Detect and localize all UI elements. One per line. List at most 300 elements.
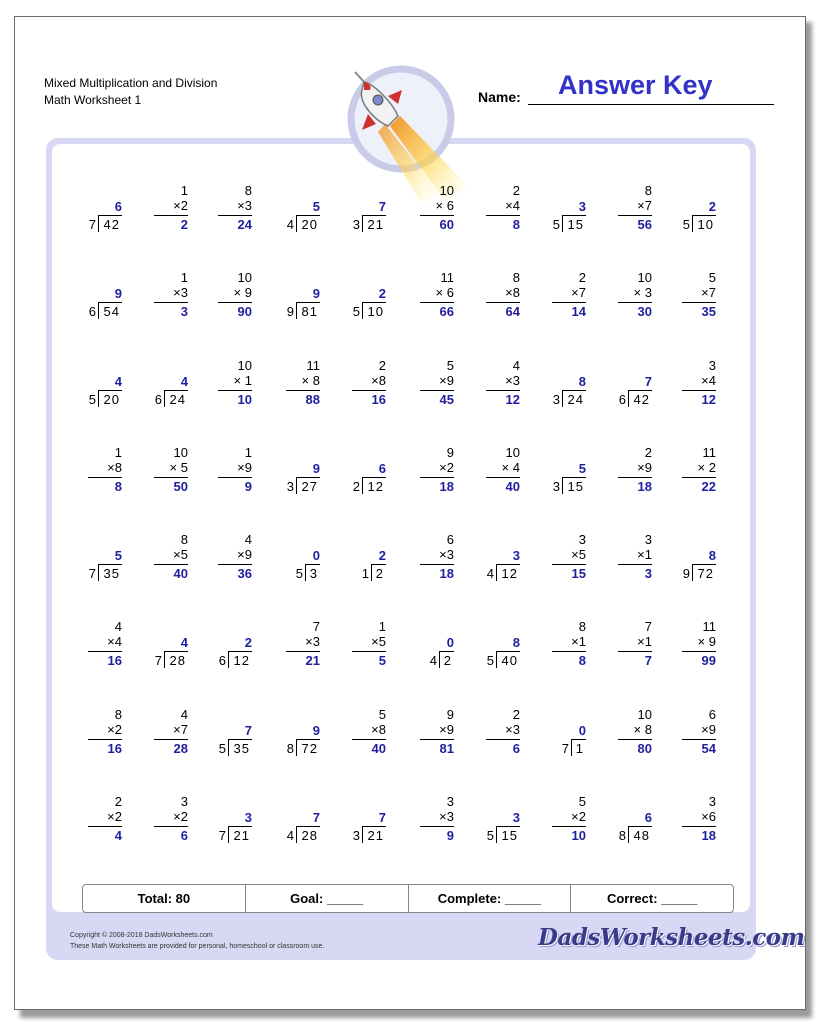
dividend: 15 <box>567 478 584 494</box>
product-answer: 9 <box>446 828 454 844</box>
product-answer: 24 <box>237 217 252 232</box>
multiplication-problem <box>396 345 454 415</box>
division-problem <box>130 345 188 415</box>
multiplication-problem <box>462 257 520 327</box>
multiplier: ×3 <box>439 547 454 563</box>
quotient-answer: 2 <box>708 199 716 214</box>
problem-row <box>52 606 750 693</box>
answer-rule <box>486 215 520 216</box>
quotient-answer: 7 <box>378 810 386 826</box>
name-field[interactable] <box>528 104 774 105</box>
division-problem <box>194 606 252 676</box>
dividend: 27 <box>301 478 318 494</box>
multiplication-problem <box>130 432 188 502</box>
multiplier-value: 9 <box>244 459 252 475</box>
product-answer: 8 <box>512 217 520 232</box>
product-answer: 56 <box>637 217 652 232</box>
divisor: 7 <box>218 828 226 844</box>
multiplier-value: 1 <box>644 547 652 563</box>
answer-rule <box>218 302 252 303</box>
divisor: 3 <box>286 478 294 494</box>
multiplier: ×6 <box>701 809 716 825</box>
multiplier: × 9 <box>233 285 252 301</box>
multiplier-value: 8 <box>312 372 320 388</box>
multiplicand: 10 <box>173 444 188 460</box>
problem-row <box>52 257 750 344</box>
division-problem <box>594 345 652 415</box>
divisor: 7 <box>561 740 569 756</box>
multiplier-value: 9 <box>446 721 454 737</box>
multiplicand: 5 <box>708 270 716 286</box>
division-problem <box>528 170 586 240</box>
multiplicand: 4 <box>512 357 520 373</box>
quotient-answer: 4 <box>180 635 188 651</box>
answer-rule <box>88 651 122 652</box>
quotient-answer: 3 <box>578 199 586 214</box>
multiplication-problem <box>462 432 520 502</box>
correct-field[interactable]: Correct: _____ <box>606 891 698 906</box>
multiplier-value: 2 <box>578 809 586 825</box>
dividend: 3 <box>309 566 318 582</box>
answer-rule <box>618 651 652 652</box>
product-answer: 8 <box>578 653 586 669</box>
multiplier: ×8 <box>371 721 386 737</box>
multiplier: × 5 <box>169 459 188 475</box>
answer-rule <box>420 302 454 303</box>
title-line-1: Mixed Multiplication and Division <box>44 76 218 90</box>
multiplier: ×8 <box>107 459 122 475</box>
multiplicand: 10 <box>237 270 252 286</box>
product-answer: 6 <box>180 828 188 844</box>
product-answer: 18 <box>439 478 454 494</box>
copyright <box>70 930 324 952</box>
division-problem <box>528 345 586 415</box>
answer-rule <box>552 651 586 652</box>
multiplicand: 8 <box>244 183 252 198</box>
multiplicand: 8 <box>114 706 122 722</box>
product-answer: 88 <box>305 391 320 407</box>
multiplicand: 2 <box>378 357 386 373</box>
multiplicand: 11 <box>440 270 454 286</box>
answer-key-label: Answer Key <box>558 70 713 100</box>
multiplier: ×4 <box>505 198 520 213</box>
division-problem <box>328 781 386 851</box>
problem-row <box>52 781 750 868</box>
multiplication-problem <box>528 606 586 676</box>
quotient-answer: 3 <box>512 810 520 826</box>
name-label: Name: <box>478 89 521 105</box>
multiplier-value: 1 <box>644 634 652 650</box>
multiplier-value: 6 <box>708 809 716 825</box>
dividend: 72 <box>697 566 714 582</box>
multiplicand: 2 <box>644 444 652 460</box>
quotient-answer: 6 <box>114 199 122 214</box>
multiplier-value: 5 <box>180 547 188 563</box>
division-problem <box>658 170 716 240</box>
product-answer: 50 <box>173 478 188 494</box>
division-problem <box>658 519 716 589</box>
multiplication-problem <box>194 432 252 502</box>
multiplier-value: 2 <box>114 809 122 825</box>
product-answer: 35 <box>701 304 716 320</box>
multiplication-problem <box>594 519 652 589</box>
product-answer: 36 <box>237 566 252 582</box>
multiplier: × 6 <box>435 285 454 301</box>
multiplicand: 10 <box>505 444 520 460</box>
multiplication-problem <box>658 606 716 676</box>
divisor: 4 <box>286 828 294 844</box>
multiplier-value: 8 <box>644 721 652 737</box>
multiplier: ×7 <box>571 285 586 301</box>
multiplier: × 8 <box>633 721 652 737</box>
multiplier-value: 8 <box>378 372 386 388</box>
quotient-answer: 7 <box>312 810 320 826</box>
divisor: 4 <box>486 566 494 582</box>
divisor: 6 <box>618 391 626 407</box>
answer-rule <box>486 477 520 478</box>
multiplication-problem <box>194 170 252 240</box>
quotient-answer: 3 <box>512 548 520 564</box>
multiplicand: 3 <box>644 532 652 548</box>
division-problem <box>64 345 122 415</box>
product-answer: 28 <box>173 740 188 756</box>
answer-rule <box>420 826 454 827</box>
answer-rule <box>552 564 586 565</box>
dividend: 12 <box>233 653 250 669</box>
product-answer: 16 <box>107 653 122 669</box>
multiplicand: 10 <box>637 706 652 722</box>
multiplicand: 1 <box>378 619 386 635</box>
answer-rule <box>420 477 454 478</box>
problem-row <box>52 694 750 781</box>
multiplication-problem <box>328 606 386 676</box>
divisor: 6 <box>154 391 162 407</box>
dividend: 10 <box>697 217 714 232</box>
quotient-answer: 9 <box>312 286 320 302</box>
answer-rule <box>618 477 652 478</box>
divisor: 5 <box>218 740 226 756</box>
answer-rule <box>286 390 320 391</box>
dividend: 54 <box>103 304 120 320</box>
multiplicand: 7 <box>312 619 320 635</box>
product-answer: 40 <box>173 566 188 582</box>
multiplication-problem <box>64 606 122 676</box>
dadsworksheets-logo: DadsWorksheets.com <box>538 924 805 951</box>
multiplier: ×1 <box>571 634 586 650</box>
multiplier-value: 2 <box>114 721 122 737</box>
multiplier: ×7 <box>637 198 652 213</box>
quotient-answer: 5 <box>114 548 122 564</box>
dividend: 21 <box>233 828 250 844</box>
multiplier-value: 5 <box>180 459 188 475</box>
multiplier-value: 9 <box>708 634 716 650</box>
product-answer: 90 <box>237 304 252 320</box>
multiplier-value: 1 <box>578 634 586 650</box>
goal-field[interactable]: Goal: _____ <box>246 885 409 912</box>
multiplier-value: 3 <box>180 285 188 301</box>
dividend: 20 <box>103 391 120 407</box>
multiplier-value: 3 <box>644 285 652 301</box>
answer-rule <box>420 739 454 740</box>
division-problem <box>396 606 454 676</box>
answer-rule <box>420 215 454 216</box>
multiplicand: 6 <box>446 532 454 548</box>
divisor: 5 <box>682 217 690 232</box>
multiplication-problem <box>658 781 716 851</box>
dividend: 21 <box>367 217 384 232</box>
multiplication-problem <box>328 345 386 415</box>
division-problem <box>64 257 122 327</box>
product-answer: 7 <box>644 653 652 669</box>
multiplier-value: 7 <box>644 198 652 213</box>
multiplication-problem <box>594 170 652 240</box>
complete-field[interactable]: Complete: _____ <box>409 885 572 912</box>
multiplication-problem <box>396 781 454 851</box>
answer-rule <box>486 302 520 303</box>
answer-rule <box>682 390 716 391</box>
multiplication-problem <box>594 257 652 327</box>
dividend: 15 <box>567 217 584 232</box>
divisor: 6 <box>88 304 96 320</box>
multiplier: ×4 <box>701 372 716 388</box>
product-answer: 4 <box>114 828 122 844</box>
multiplier: ×9 <box>439 372 454 388</box>
divisor: 7 <box>88 566 96 582</box>
division-problem <box>262 257 320 327</box>
multiplication-problem <box>462 345 520 415</box>
division-problem <box>462 781 520 851</box>
dividend: 20 <box>301 217 318 232</box>
multiplier: ×5 <box>371 634 386 650</box>
dividend: 28 <box>301 828 318 844</box>
multiplier-value: 5 <box>578 547 586 563</box>
multiplicand: 5 <box>378 706 386 722</box>
divisor: 2 <box>352 478 360 494</box>
quotient-answer: 8 <box>708 548 716 564</box>
dividend: 1 <box>575 740 584 756</box>
answer-rule <box>352 651 386 652</box>
multiplier: ×9 <box>237 547 252 563</box>
multiplier: ×8 <box>371 372 386 388</box>
multiplier: × 6 <box>435 198 454 213</box>
product-answer: 6 <box>512 740 520 756</box>
divisor: 5 <box>552 217 560 232</box>
multiplier: ×9 <box>439 721 454 737</box>
dividend: 35 <box>233 740 250 756</box>
product-answer: 18 <box>439 566 454 582</box>
multiplication-problem <box>262 345 320 415</box>
divisor: 3 <box>552 391 560 407</box>
multiplication-problem <box>130 781 188 851</box>
multiplier-value: 7 <box>578 285 586 301</box>
multiplicand: 3 <box>708 357 716 373</box>
product-answer: 64 <box>505 304 520 320</box>
product-answer: 16 <box>107 740 122 756</box>
division-problem <box>130 606 188 676</box>
multiplier-value: 1 <box>244 372 252 388</box>
divisor: 9 <box>682 566 690 582</box>
multiplier: × 4 <box>501 459 520 475</box>
dividend: 42 <box>103 217 120 232</box>
multiplication-problem <box>396 432 454 502</box>
multiplier-value: 2 <box>446 459 454 475</box>
multiplier: ×9 <box>637 459 652 475</box>
multiplier-value: 3 <box>446 809 454 825</box>
divisor: 8 <box>618 828 626 844</box>
total-count: Total: 80 <box>83 885 246 912</box>
multiplicand: 8 <box>578 619 586 635</box>
answer-rule <box>154 826 188 827</box>
multiplier: ×7 <box>701 285 716 301</box>
multiplicand: 2 <box>512 183 520 198</box>
division-problem <box>462 606 520 676</box>
multiplication-problem <box>194 257 252 327</box>
product-answer: 3 <box>180 304 188 320</box>
quotient-answer: 9 <box>312 722 320 738</box>
product-answer: 40 <box>505 478 520 494</box>
problem-grid <box>52 170 750 868</box>
answer-rule <box>218 390 252 391</box>
answer-rule <box>154 477 188 478</box>
product-answer: 2 <box>180 217 188 232</box>
quotient-answer: 6 <box>378 460 386 476</box>
dividend: 24 <box>169 391 186 407</box>
multiplier-value: 4 <box>114 634 122 650</box>
multiplier-value: 8 <box>114 459 122 475</box>
quotient-answer: 4 <box>114 373 122 389</box>
multiplier: ×3 <box>505 721 520 737</box>
product-answer: 66 <box>439 304 454 320</box>
answer-rule <box>420 390 454 391</box>
divisor: 6 <box>218 653 226 669</box>
division-problem <box>328 170 386 240</box>
multiplicand: 3 <box>578 532 586 548</box>
divisor: 5 <box>486 828 494 844</box>
divisor: 8 <box>286 740 294 756</box>
multiplier-value: 9 <box>708 721 716 737</box>
multiplication-problem <box>594 694 652 764</box>
quotient-answer: 5 <box>312 199 320 214</box>
divisor: 7 <box>88 217 96 232</box>
multiplicand: 3 <box>180 794 188 810</box>
division-problem <box>262 694 320 764</box>
multiplier: ×3 <box>439 809 454 825</box>
multiplication-problem <box>528 257 586 327</box>
answer-rule <box>88 739 122 740</box>
multiplication-problem <box>658 345 716 415</box>
multiplicand: 10 <box>439 183 454 198</box>
dividend: 81 <box>301 304 318 320</box>
multiplication-problem <box>396 257 454 327</box>
dividend: 42 <box>633 391 650 407</box>
quotient-answer: 2 <box>244 635 252 651</box>
multiplicand: 10 <box>237 357 252 373</box>
multiplier-value: 2 <box>180 809 188 825</box>
dividend: 24 <box>567 391 584 407</box>
multiplier-value: 8 <box>378 721 386 737</box>
division-problem <box>528 694 586 764</box>
quotient-answer: 7 <box>378 199 386 214</box>
quotient-answer: 5 <box>578 460 586 476</box>
multiplicand: 5 <box>446 357 454 373</box>
multiplication-problem <box>194 345 252 415</box>
multiplier-value: 7 <box>180 721 188 737</box>
multiplication-problem <box>130 170 188 240</box>
divisor: 4 <box>429 653 437 669</box>
multiplier: ×2 <box>107 721 122 737</box>
product-answer: 15 <box>571 566 586 582</box>
divisor: 1 <box>361 566 369 582</box>
multiplication-problem <box>658 694 716 764</box>
quotient-answer: 8 <box>578 373 586 389</box>
answer-rule <box>682 302 716 303</box>
multiplier: ×4 <box>107 634 122 650</box>
multiplier: × 9 <box>697 634 716 650</box>
multiplication-problem <box>130 519 188 589</box>
multiplicand: 4 <box>114 619 122 635</box>
dividend: 15 <box>501 828 518 844</box>
dividend: 28 <box>169 653 186 669</box>
divisor: 5 <box>295 566 303 582</box>
multiplier: ×2 <box>107 809 122 825</box>
multiplication-problem <box>462 170 520 240</box>
multiplication-problem <box>658 257 716 327</box>
answer-rule <box>88 826 122 827</box>
multiplicand: 11 <box>702 619 716 635</box>
multiplier: ×1 <box>637 634 652 650</box>
quotient-answer: 6 <box>644 810 652 826</box>
multiplier-value: 4 <box>708 372 716 388</box>
product-answer: 80 <box>637 740 652 756</box>
quotient-answer: 0 <box>446 635 454 651</box>
dividend: 12 <box>501 566 518 582</box>
problem-row <box>52 345 750 432</box>
multiplier-value: 3 <box>312 634 320 650</box>
worksheet-title <box>44 75 217 109</box>
multiplication-problem <box>130 694 188 764</box>
multiplication-problem <box>396 694 454 764</box>
multiplication-problem <box>130 257 188 327</box>
division-problem <box>262 170 320 240</box>
multiplication-problem <box>658 432 716 502</box>
multiplicand: 9 <box>446 706 454 722</box>
answer-rule <box>486 739 520 740</box>
multiplier-value: 5 <box>378 634 386 650</box>
multiplier: × 8 <box>301 372 320 388</box>
product-answer: 45 <box>439 391 454 407</box>
answer-rule <box>618 564 652 565</box>
divisor: 5 <box>352 304 360 320</box>
product-answer: 21 <box>305 653 320 669</box>
product-answer: 3 <box>644 566 652 582</box>
divisor: 9 <box>286 304 294 320</box>
division-problem <box>64 170 122 240</box>
multiplier-value: 9 <box>244 285 252 301</box>
dividend: 2 <box>375 566 384 582</box>
dividend: 72 <box>301 740 318 756</box>
multiplicand: 8 <box>180 532 188 548</box>
multiplicand: 1 <box>114 444 122 460</box>
product-answer: 9 <box>244 478 252 494</box>
division-problem <box>528 432 586 502</box>
answer-rule <box>218 477 252 478</box>
multiplier-value: 3 <box>512 372 520 388</box>
multiplier-value: 9 <box>644 459 652 475</box>
multiplication-problem <box>194 519 252 589</box>
multiplication-problem <box>262 606 320 676</box>
problem-row <box>52 432 750 519</box>
multiplier-value: 3 <box>244 198 252 213</box>
